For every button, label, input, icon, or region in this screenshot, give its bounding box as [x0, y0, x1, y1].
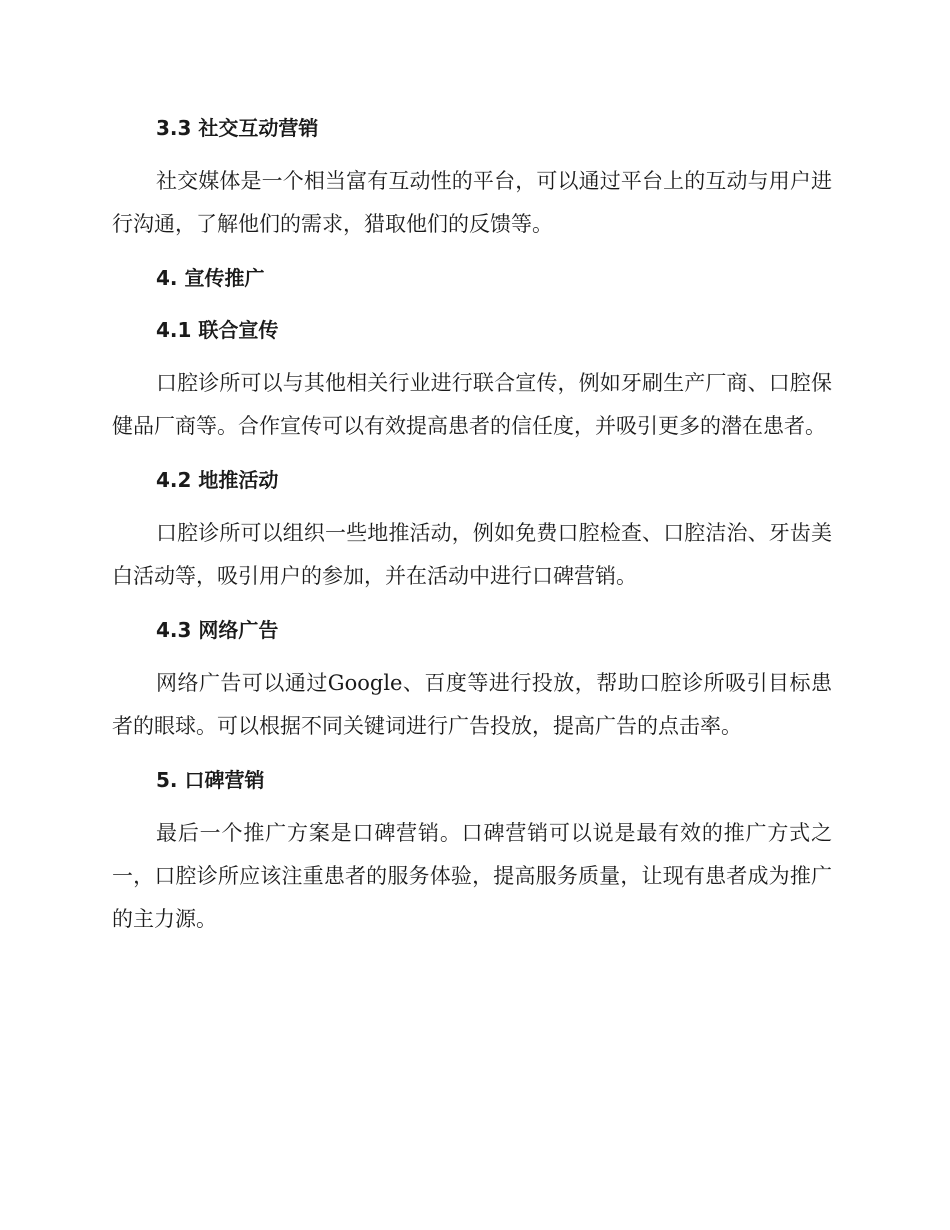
paragraph-joint-promotion: 口腔诊所可以与其他相关行业进行联合宣传，例如牙刷生产厂商、口腔保健品厂商等。合作宣传可以有效提高患者的信任度，并吸引更多的潜在患者。: [112, 371, 832, 438]
section-heading-5: 5. 口碑营销: [156, 768, 265, 792]
paragraph-ground-promotion: 口腔诊所可以组织一些地推活动，例如免费口腔检查、口腔洁治、牙齿美白活动等，吸引用户的参加，并在活动中进行口碑营销。: [112, 521, 832, 588]
section-heading-3-3: 3.3 社交互动营销: [156, 116, 319, 140]
paragraph-online-ads: 网络广告可以通过Google、百度等进行投放，帮助口腔诊所吸引目标患者的眼球。可以根据不同关键词进行广告投放，提高广告的点击率。: [112, 671, 832, 738]
paragraph-word-of-mouth: 最后一个推广方案是口碑营销。口碑营销可以说是最有效的推广方式之一，口腔诊所应该注重患者的服务体验，提高服务质量，让现有患者成为推广的主力源。: [112, 821, 832, 931]
section-heading-4-3: 4.3 网络广告: [156, 618, 279, 642]
section-heading-4-1: 4.1 联合宣传: [156, 318, 279, 342]
paragraph-social-interaction: 社交媒体是一个相当富有互动性的平台，可以通过平台上的互动与用户进行沟通，了解他们的需求，猎取他们的反馈等。: [112, 169, 832, 236]
document-body: [112, 108, 832, 953]
section-heading-4: 4. 宣传推广: [156, 266, 265, 290]
section-heading-4-2: 4.2 地推活动: [156, 468, 279, 492]
